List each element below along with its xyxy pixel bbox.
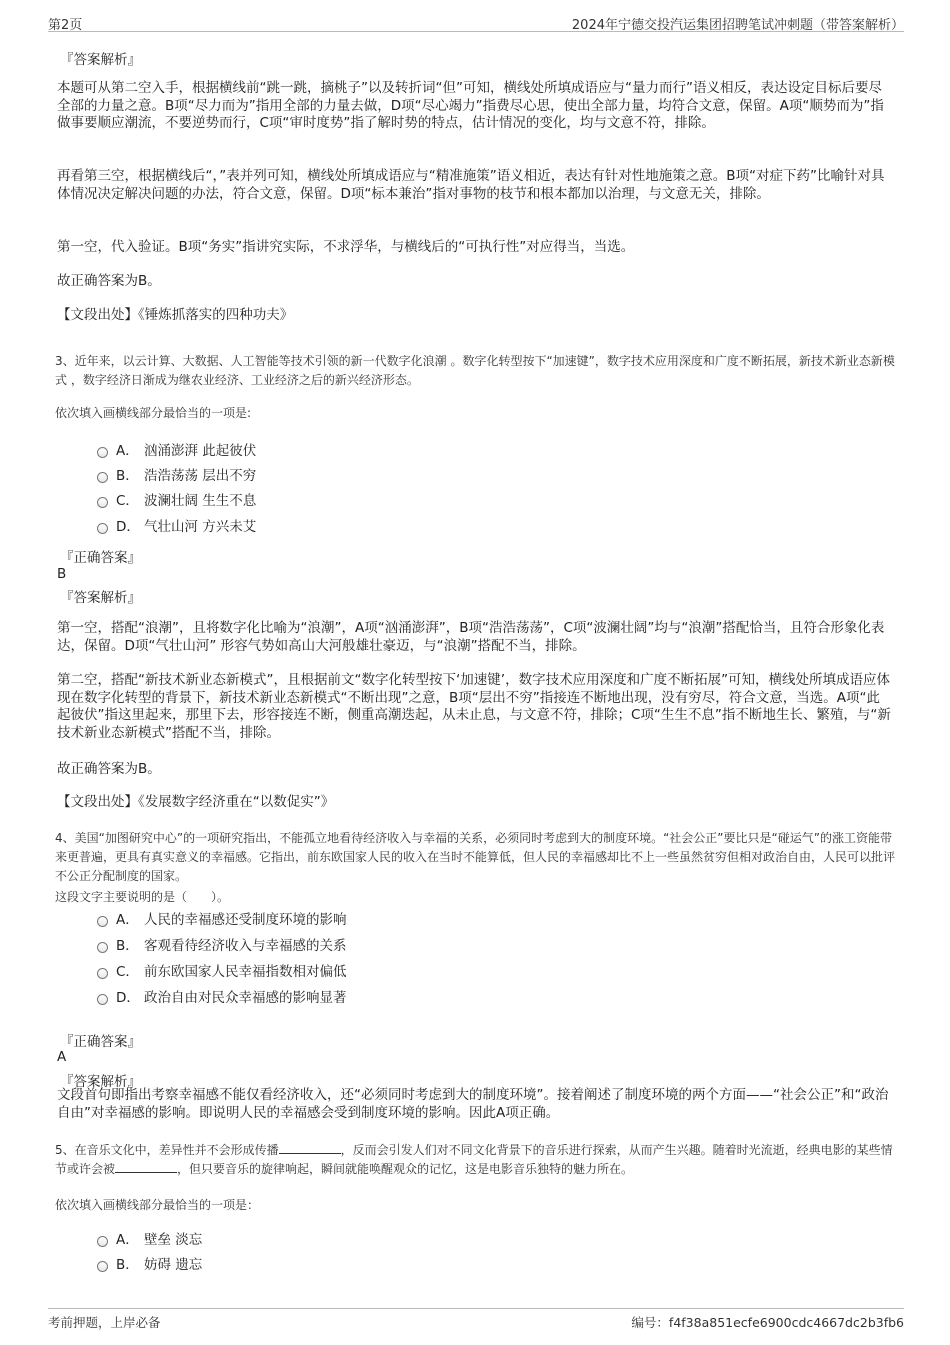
q4-answer-value: A xyxy=(57,1049,67,1065)
q3-analysis-paragraph: 第二空，搭配“新技术新业态新模式”，且根据前文“数字化转型按下‘加速键’，数字技术应用深度和广度不断拓展”可知，横线处所填成语应体现在数字化转型的背景下，新技术新业态新模式“不断出现”之意，B项“层出不穷”指接连不断地出现，没有穷尽，符合文意，当选。A项“此起彼伏”指这里起来，那里下去，形容接连不断，侧重高潮迭起，从未止息，与文意不符，排除；C项“生生不息”指不断地生长、繁殖，与“新技术新业态新模式”搭配不当，排除。 xyxy=(57,672,891,741)
q3-prompt: 依次填入画横线部分最恰当的一项是: xyxy=(55,406,252,420)
document-id: 编号：f4f38a851ecfe6900cdc4667dc2b3fb6 xyxy=(631,1315,904,1330)
q3-analysis-label: 『答案解析』 xyxy=(60,590,141,606)
q3-option-a[interactable]: A． 汹涌澎湃 此起彼伏 xyxy=(97,442,256,460)
page-number: 第2页 xyxy=(48,18,83,33)
q3-source: 【文段出处】《发展数字经济重在“以数促实”》 xyxy=(57,794,335,810)
q4-option-a[interactable]: A． 人民的幸福感还受制度环境的影响 xyxy=(97,911,347,929)
page-header xyxy=(48,14,904,32)
q3-stem: 3、近年来，以云计算、大数据、人工智能等技术引领的新一代数字化浪潮 。数字化转型按下“加速键”，数字技术应用深度和广度不断拓展，新技术新业态新模式 ，数字经济日渐成为继农业经济、工业经济之后的新兴经济形态。 xyxy=(55,354,895,387)
radio-icon[interactable] xyxy=(97,916,108,927)
radio-icon[interactable] xyxy=(97,523,108,534)
q3-option-c[interactable]: C． 波澜壮阔 生生不息 xyxy=(97,492,256,510)
radio-icon[interactable] xyxy=(97,968,108,979)
header-divider xyxy=(48,31,904,32)
q3-answer-value: B xyxy=(57,566,67,582)
q3-analysis-paragraph: 第一空，搭配“浪潮”，且将数字化比喻为“浪潮”，A项“汹涌澎湃”，B项“浩浩荡荡”，C项“波澜壮阔”均与“浪潮”搭配恰当，且符合形象化表达，保留。D项“气壮山河” 形容气势如高山大河般雄壮豪迈，与“浪潮”搭配不当，排除。 xyxy=(57,620,885,654)
q4-answer-label: 『正确答案』 xyxy=(60,1034,141,1050)
radio-icon[interactable] xyxy=(97,942,108,953)
q4-option-b[interactable]: B． 客观看待经济收入与幸福感的关系 xyxy=(97,937,347,955)
q4-prompt: 这段文字主要说明的是（ ）。 xyxy=(55,890,230,904)
q2-analysis-paragraph: 第一空，代入验证。B项“务实”指讲究实际，不求浮华，与横线后的“可执行性”对应得当，当选。 xyxy=(57,239,635,255)
document-title: 2024年宁德交投汽运集团招聘笔试冲刺题（带答案解析） xyxy=(571,18,904,33)
q2-analysis-paragraph: 再看第三空，根据横线后“，”表并列可知，横线处所填成语应与“精准施策”语义相近，表达有针对性地施策之意。B项“对症下药”比喻针对具体情况决定解决问题的办法，符合文意，保留。D项“标本兼治”指对事物的枝节和根本都加以治理，与文意无关，排除。 xyxy=(57,168,885,202)
q5-prompt: 依次填入画横线部分最恰当的一项是： xyxy=(55,1198,260,1212)
fill-blank xyxy=(279,1141,341,1154)
q3-conclusion: 故正确答案为B。 xyxy=(57,761,161,777)
q5-option-b[interactable]: B． 妨碍 遗忘 xyxy=(97,1256,202,1274)
q3-option-b[interactable]: B． 浩浩荡荡 层出不穷 xyxy=(97,467,256,485)
q2-analysis-label: 『答案解析』 xyxy=(60,52,141,68)
radio-icon[interactable] xyxy=(97,472,108,483)
fill-blank xyxy=(115,1160,177,1173)
radio-icon[interactable] xyxy=(97,1261,108,1272)
q2-analysis-paragraph: 本题可从第二空入手，根据横线前“跳一跳，摘桃子”以及转折词“但”可知，横线处所填成语应与“量力而行”语义相反，表达设定目标后要尽全部的力量之意。B项“尽力而为”指用全部的力量去做，D项“尽心竭力”指费尽心思，使出全部力量，均符合文意，保留。A项“顺势而为”指做事要顺应潮流，不要逆势而行，C项“审时度势”指了解时势的特点，估计情况的变化，均与文意不符，排除。 xyxy=(57,80,884,131)
q2-source: 【文段出处】《锤炼抓落实的四种功夫》 xyxy=(57,307,294,323)
radio-icon[interactable] xyxy=(97,1236,108,1247)
q3-option-d[interactable]: D． 气壮山河 方兴未艾 xyxy=(97,518,256,536)
footer-slogan: 考前押题，上岸必备 xyxy=(48,1315,161,1330)
radio-icon[interactable] xyxy=(97,994,108,1005)
q2-conclusion: 故正确答案为B。 xyxy=(57,273,161,289)
q3-answer-label: 『正确答案』 xyxy=(60,550,141,566)
footer-divider xyxy=(48,1308,904,1309)
q5-stem: 5、在音乐文化中，差异性并不会形成传播 ，反而会引发人们对不同文化背景下的音乐进行探索，从而产生兴趣。随着时光流逝，经典电影的某些情节或许会被 ，但只要音乐的旋律响起，瞬间就能唤醒观众的记忆，这是电影音乐独特的魅力所在。 xyxy=(55,1143,893,1176)
q4-analysis-label: 『答案解析』 xyxy=(60,1074,141,1090)
q4-option-d[interactable]: D． 政治自由对民众幸福感的影响显著 xyxy=(97,989,347,1007)
q5-option-a[interactable]: A． 壁垒 淡忘 xyxy=(97,1231,202,1249)
page-footer xyxy=(48,1313,904,1331)
radio-icon[interactable] xyxy=(97,497,108,508)
q4-analysis-paragraph: 文段首句即指出考察幸福感不能仅看经济收入，还“必须同时考虑到大的制度环境”。接着阐述了制度环境的两个方面——“社会公正”和“政治自由”对幸福感的影响。即说明人民的幸福感会受到制度环境的影响。因此A项正确。 xyxy=(57,1087,889,1121)
q4-stem: 4、美国“加图研究中心”的一项研究指出，不能孤立地看待经济收入与幸福的关系，必须同时考虑到大的制度环境。“社会公正”要比只是“碰运气”的涨工资能带来更普遍，更具有真实意义的幸福感。它指出，前东欧国家人民的收入在当时不能算低，但人民的幸福感却比不上一些虽然贫穷但相对政治自由，人民可以批评不公正分配制度的国家。 xyxy=(55,831,896,883)
radio-icon[interactable] xyxy=(97,447,108,458)
q4-option-c[interactable]: C． 前东欧国家人民幸福指数相对偏低 xyxy=(97,963,347,981)
